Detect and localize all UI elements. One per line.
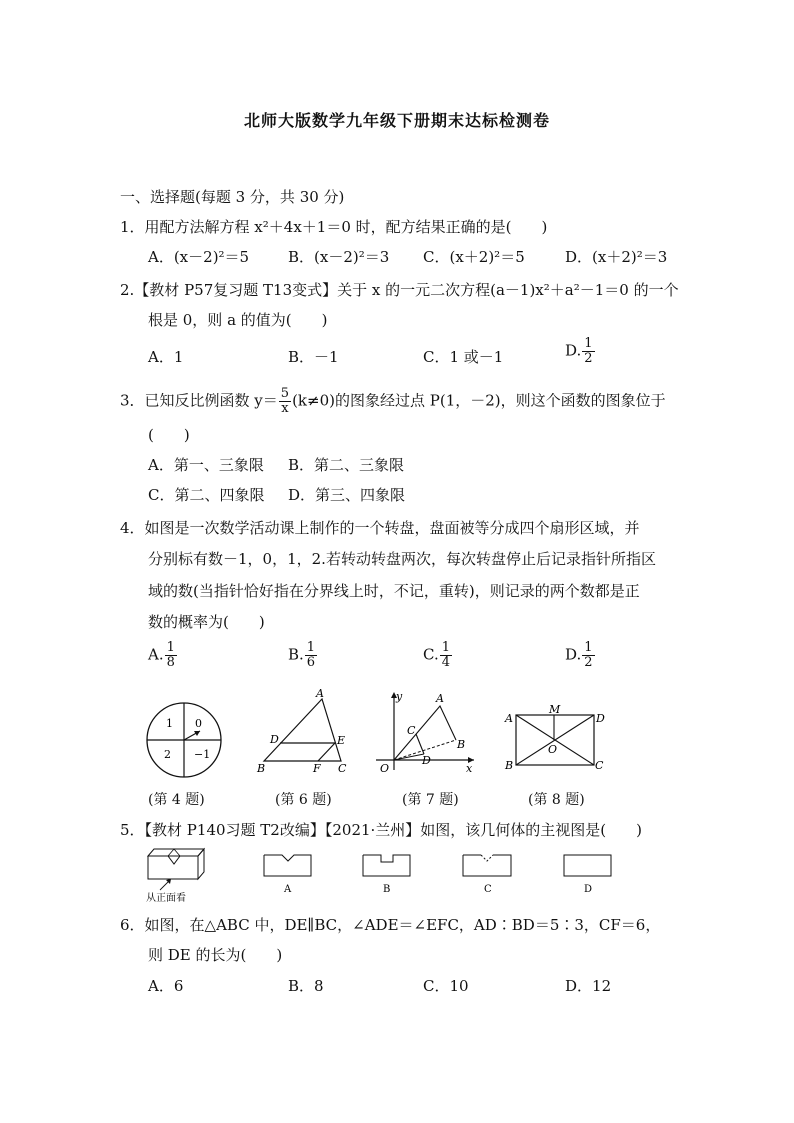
option-d-label: D: [584, 884, 593, 894]
q4-d-num: 1: [584, 640, 593, 655]
q3-fraction: [279, 387, 291, 416]
q4-d-den: 2: [584, 655, 593, 670]
segments-oa-ab: [394, 706, 456, 760]
q1-option-a: A．(x－2)²＝5: [148, 248, 250, 266]
label-d: D: [270, 733, 279, 746]
label-b8: B: [505, 759, 514, 772]
solid-side-face: [198, 849, 204, 879]
triangle-figure-6: [255, 688, 355, 776]
q1-option-b: B．(x－2)²＝3: [288, 248, 390, 266]
q6-line1: 6．如图，在△ABC 中，DE∥BC，∠ADE＝∠EFC，AD∶BD＝5∶3，CF＝6，: [120, 916, 661, 934]
q4-option-d: [565, 641, 596, 670]
view-direction-label: 从正面看: [146, 893, 186, 904]
q4-b-fraction: [305, 641, 317, 670]
q5-option-c-figure: [461, 852, 515, 894]
q3-option-b: B．第二、三象限: [288, 456, 405, 474]
caption-fig7: (第 7 题): [402, 792, 459, 808]
spinner-figure: [144, 700, 224, 780]
q1-option-c: C．(x＋2)²＝5: [423, 248, 525, 266]
q2-d-numerator: 1: [584, 336, 593, 351]
coordinate-figure-7: [372, 688, 478, 776]
q4-line3: 域的数(当指针恰好指在分界线上时，不记，重转)，则记录的两个数都是正: [148, 582, 640, 600]
q3-line2: ( ): [148, 426, 190, 444]
q3-option-c: C．第二、四象限: [148, 486, 265, 504]
option-c-outline: [463, 855, 511, 876]
q2-option-b: B．－1: [288, 348, 339, 366]
q3-frac-numerator: 5: [280, 386, 290, 401]
q4-option-b: [288, 641, 318, 670]
q4-a-den: 8: [166, 655, 175, 670]
spinner-label-minus1: −1: [194, 748, 211, 761]
spinner-label-2: 2: [164, 748, 171, 761]
option-a-label: A: [284, 884, 292, 894]
spinner-label-1: 1: [166, 717, 173, 730]
label-c7: C: [407, 724, 416, 737]
q6-option-c: C．10: [423, 977, 469, 995]
q3-option-a: A．第一、三象限: [148, 456, 264, 474]
q4-c-num: 1: [441, 640, 450, 655]
q4-line1: 4．如图是一次数学活动课上制作的一个转盘，盘面被等分成四个扇形区域，并: [120, 519, 640, 537]
q4-d-fraction: [582, 641, 594, 670]
q2-line1: 2.【教材 P57复习题 T13变式】关于 x 的一元二次方程(a－1)x²＋a²－1＝0 的一个: [120, 281, 679, 299]
label-a7: A: [436, 692, 444, 705]
q4-c-den: 4: [441, 655, 450, 670]
q3-frac-denominator: x: [281, 401, 289, 416]
q4-c-fraction: [440, 641, 452, 670]
q4-b-den: 6: [306, 655, 316, 670]
label-m8: M: [549, 704, 561, 716]
q4-option-a: [148, 641, 178, 670]
q2-line2: 根是 0，则 a 的值为( ): [148, 311, 328, 329]
option-c-label: C: [484, 884, 492, 894]
q4-a-num: 1: [166, 640, 175, 655]
q6-line2: 则 DE 的长为( ): [148, 946, 283, 964]
label-b7: B: [457, 738, 466, 751]
q5-option-b-figure: [361, 852, 413, 894]
label-e: E: [337, 734, 346, 747]
q4-line2: 分别标有数－1，0，1，2.若转动转盘两次，每次转盘停止后记录指针所指区: [148, 550, 656, 568]
q3-suffix: (k≠0)的图象经过点 P(1，－2)，则这个函数的图象位于: [292, 391, 666, 410]
q2-option-a: A．1: [148, 348, 184, 366]
q5-solid-figure: [140, 842, 220, 904]
option-d-shape: [564, 855, 611, 876]
q6-option-b: B．8: [288, 977, 324, 995]
label-a8: A: [505, 712, 513, 725]
segment-cd: [416, 734, 424, 754]
label-c: C: [338, 762, 347, 775]
label-c8: C: [595, 759, 604, 772]
q2-d-denominator: 2: [584, 351, 593, 366]
q5-option-d-figure: [562, 852, 614, 894]
q4-a-fraction: [165, 641, 177, 670]
label-d7: D: [422, 754, 431, 767]
q3-line1: [120, 387, 666, 416]
label-b: B: [257, 762, 266, 775]
q4-b-label: B.: [288, 645, 304, 664]
q1-option-d: D．(x＋2)²＝3: [565, 248, 668, 266]
solid-groove: [168, 849, 180, 856]
rectangle-figure-8: [502, 704, 608, 774]
q4-line4: 数的概率为( ): [148, 613, 265, 631]
option-c-dashed-groove: [481, 855, 493, 861]
section-heading: 一、选择题(每题 3 分，共 30 分): [120, 188, 345, 206]
q3-prefix: 3．已知反比例函数 y＝: [120, 391, 278, 410]
label-x: x: [466, 762, 473, 775]
option-a-shape: [264, 855, 311, 876]
caption-fig8: (第 8 题): [528, 792, 585, 808]
q2-option-d-label: D.: [565, 341, 582, 360]
label-f: F: [313, 762, 321, 775]
q6-option-d: D．12: [565, 977, 612, 995]
q2-option-d-fraction: [582, 337, 594, 366]
q4-c-label: C.: [423, 645, 439, 664]
q4-b-num: 1: [306, 640, 316, 655]
q1-text: 1．用配方法解方程 x²＋4x＋1＝0 时，配方结果正确的是( ): [120, 218, 548, 236]
q2-option-c: C．1 或－1: [423, 348, 504, 366]
spinner-label-0: 0: [195, 717, 202, 730]
q4-option-c: [423, 641, 453, 670]
page-title: 北师大版数学九年级下册期末达标检测卷: [243, 111, 550, 130]
segment-ef: [318, 743, 335, 761]
q6-option-a: A．6: [148, 977, 184, 995]
label-o8: O: [548, 743, 558, 756]
option-b-label: B: [383, 884, 391, 894]
q3-option-d: D．第三、四象限: [288, 486, 406, 504]
triangle-abc: [264, 699, 341, 761]
label-o7: O: [380, 762, 390, 775]
q4-a-label: A.: [148, 645, 164, 664]
label-y: y: [396, 690, 403, 703]
option-b-shape: [363, 855, 410, 876]
q5-option-a-figure: [262, 852, 314, 894]
q4-d-label: D.: [565, 645, 582, 664]
caption-fig6: (第 6 题): [275, 792, 332, 808]
label-d8: D: [596, 712, 605, 725]
q2-option-d: [565, 337, 596, 366]
solid-front-face: [148, 856, 198, 879]
solid-top-face: [148, 849, 204, 856]
q5-text: 5．【教材 P140习题 T2改编】【2021·兰州】如图，该几何体的主视图是( ): [120, 821, 642, 839]
label-a: A: [316, 688, 324, 700]
caption-fig4: (第 4 题): [148, 792, 205, 808]
